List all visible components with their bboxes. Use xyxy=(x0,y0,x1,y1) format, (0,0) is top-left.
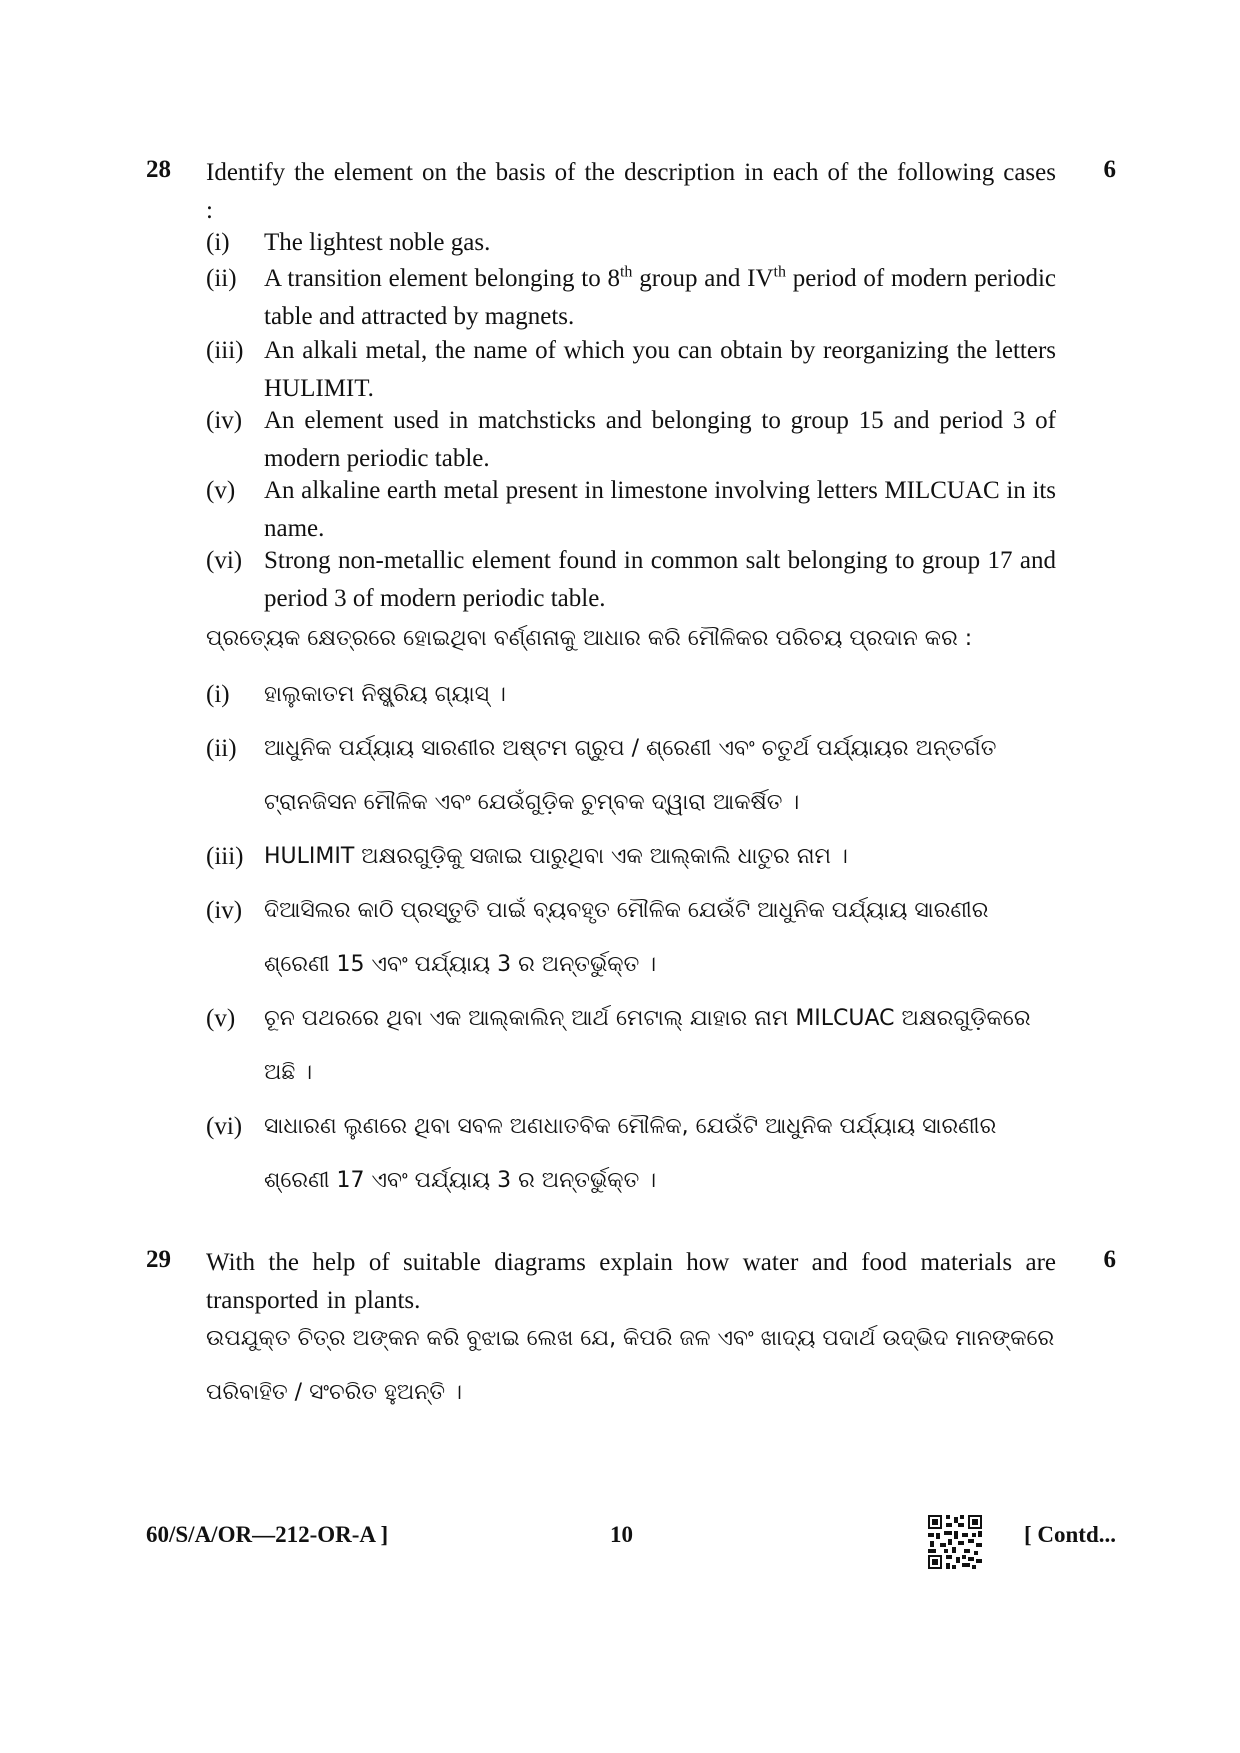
question-stem-or: ପ୍ରତ୍ୟେକ କ୍ଷେତ୍ରରେ ହୋଇଥିବା ବର୍ଣ୍ଣନାକୁ ଆଧାର କରି ମୌଳିକର ପରିଚୟ ପ୍ରଦାନ କର : xyxy=(206,626,973,651)
item-or xyxy=(206,830,1056,884)
item-label: (ii) xyxy=(206,735,237,762)
item-or xyxy=(206,1100,1056,1208)
item-label: (iii) xyxy=(206,843,244,870)
item-text: Strong non-metallic element found in common salt belonging to group 17 and period 3 of modern periodic table. xyxy=(264,547,1056,612)
item-text: An alkaline earth metal present in limestone involving letters MILCUAC in its name. xyxy=(264,477,1056,542)
item-text: ହାଲୁକାତମ ନିଷ୍କ୍ରିୟ ଗ୍ୟାସ୍ । xyxy=(264,682,506,707)
page-number: 10 xyxy=(610,1522,633,1547)
item-text: The lightest noble gas. xyxy=(264,229,491,256)
item-en xyxy=(206,332,1056,408)
question-stem-en: With the help of suitable diagrams explain how water and food materials are transported in plants. xyxy=(206,1249,1056,1314)
item-text-part: period of modern periodic table and attracted by magnets. xyxy=(264,265,1056,330)
item-or xyxy=(206,884,1056,992)
item-en xyxy=(206,472,1056,548)
item-en xyxy=(206,260,1056,336)
item-label: (iii) xyxy=(206,337,244,364)
item-text: ଚୂନ ପଥରରେ ଥିବା ଏକ ଆଲ୍‌କାଲିନ୍ ଆର୍ଥ ମେଟାଲ୍ ଯାହାର ନାମ MILCUAC ଅକ୍ଷରଗୁଡ଼ିକରେ ଅଛି । xyxy=(264,1006,1031,1085)
item-text: An element used in matchsticks and belonging to group 15 and period 3 of modern periodic table. xyxy=(264,407,1056,472)
item-label: (iv) xyxy=(206,407,243,434)
question-number: 28 xyxy=(146,156,171,183)
item-or xyxy=(206,668,1056,722)
item-label: (v) xyxy=(206,1005,236,1032)
qr-code-icon xyxy=(928,1515,982,1569)
superscript: th xyxy=(619,263,633,281)
item-label: (i) xyxy=(206,681,230,708)
question-stem-or: ଉପଯୁକ୍ତ ଚିତ୍ର ଅଙ୍କନ କରି ବୁଝାଇ ଲେଖ ଯେ, କିପରି ଜଳ ଏବଂ ଖାଦ୍ୟ ପଦାର୍ଥ ଉଦ୍ଭିଦ ମାନଙ୍କରେ ପରିବାହିତ / ସଂଚରିତ ହୁଅନ୍ତି । xyxy=(206,1326,1055,1405)
item-en xyxy=(206,402,1056,478)
item-text-part: group and IV xyxy=(632,265,774,292)
item-label: (vi) xyxy=(206,1113,243,1140)
paper-code: 60/S/A/OR—212-OR-A ] xyxy=(146,1522,389,1547)
item-en xyxy=(206,542,1056,618)
item-or xyxy=(206,992,1056,1100)
item-text: HULIMIT ଅକ୍ଷରଗୁଡ଼ିକୁ ସଜାଇ ପାରୁଥିବା ଏକ ଆଲ୍‌କାଲି ଧାତୁର ନାମ । xyxy=(264,844,848,869)
item-text xyxy=(264,260,1056,336)
item-label: (ii) xyxy=(206,265,237,292)
item-text: ଦିଆସିଲର କାଠି ପ୍ରସ୍ତୁତି ପାଇଁ ବ୍ୟବହୃତ ମୌଳିକ ଯେଉଁଟି ଆଧୁନିକ ପର୍ଯ୍ୟାୟ ସାରଣୀର ଶ୍ରେଣୀ 15 ଏବଂ ପର୍ଯ୍ୟାୟ 3 ର ଅନ୍ତର୍ଭୁକ୍ତ । xyxy=(264,898,989,977)
item-text: ସାଧାରଣ ଲୁଣରେ ଥିବା ସବଳ ଅଣଧାତବିକ ମୌଳିକ, ଯେଉଁଟି ଆଧୁନିକ ପର୍ଯ୍ୟାୟ ସାରଣୀର ଶ୍ରେଣୀ 17 ଏବଂ ପର୍ଯ୍ୟାୟ 3 ର ଅନ୍ତର୍ଭୁକ୍ତ । xyxy=(264,1114,997,1193)
question-marks: 6 xyxy=(1103,1246,1116,1273)
item-en xyxy=(206,224,1056,262)
question-marks: 6 xyxy=(1103,156,1116,183)
continued-label: [ Contd... xyxy=(1023,1522,1116,1547)
item-label: (i) xyxy=(206,229,230,256)
question-stem-en: Identify the element on the basis of the description in each of the following cases : xyxy=(206,159,1056,224)
item-label: (vi) xyxy=(206,547,243,574)
item-text: ଆଧୁନିକ ପର୍ଯ୍ୟାୟ ସାରଣୀର ଅଷ୍ଟମ ଗ୍ରୁପ / ଶ୍ରେଣୀ ଏବଂ ଚତୁର୍ଥ ପର୍ଯ୍ୟାୟର ଅନ୍ତର୍ଗତ ଟ୍ରାନଜିସନ ମୌଳିକ ଏବଂ ଯେଉଁଗୁଡ଼ିକ ଚୁମ୍ବକ ଦ୍ୱାରା ଆକର୍ଷିତ । xyxy=(264,736,997,815)
item-text-part: A transition element belonging to 8 xyxy=(264,265,620,292)
item-label: (v) xyxy=(206,477,236,504)
item-or xyxy=(206,722,1056,830)
item-label: (iv) xyxy=(206,897,243,924)
question-number: 29 xyxy=(146,1246,171,1273)
item-text: An alkali metal, the name of which you can obtain by reorganizing the letters HULIMIT. xyxy=(264,337,1056,402)
superscript: th xyxy=(773,263,786,281)
